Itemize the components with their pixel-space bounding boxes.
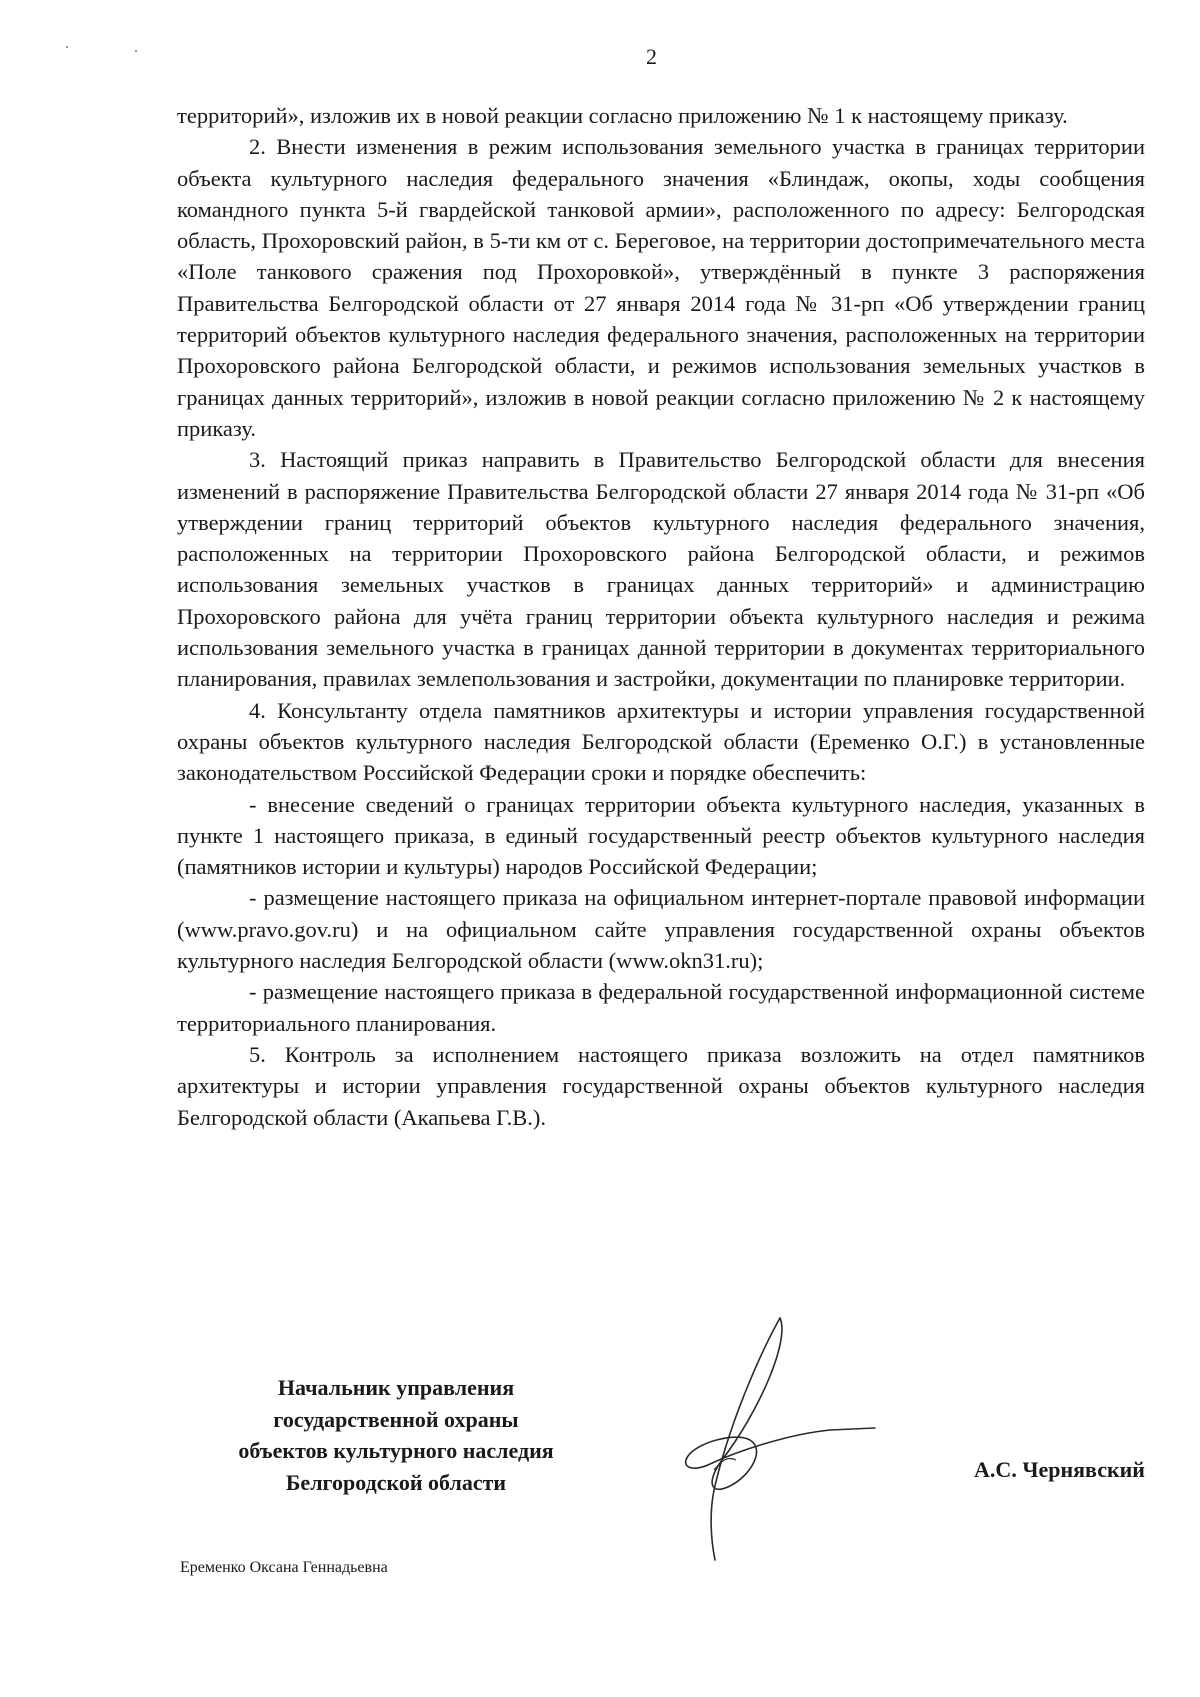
document-body — [177, 100, 1145, 1133]
paragraph-item-4-sub-3: - размещение настоящего приказа в федеральной государственной информационной системе территориального планирования. — [177, 979, 1145, 1036]
paragraph-item-4-sub-1: - внесение сведений о границах территории объекта культурного наследия, указанных в пункте 1 настоящего приказа, в единый государственный реестр объектов культурного наследия (памятников истории и культуры) народов Российской Федерации; — [177, 791, 1145, 880]
paragraph-continuation: территорий», изложив их в новой реакции согласно приложению № 1 к настоящему приказу. — [177, 103, 1068, 128]
signatory-title-line: объектов культурного наследия — [238, 1438, 554, 1463]
signatory-title-line: государственной охраны — [273, 1406, 519, 1432]
paragraph-item-4: 4. Консультанту отдела памятников архитектуры и истории управления государственной охраны объектов культурного наследия Белгородской области (Еременко О.Г.) в установленные законодательством Российской Федерации сроки и порядке обеспечить: — [177, 697, 1145, 786]
executor-name: Еременко Оксана Геннадьевна — [180, 1559, 388, 1576]
paragraph-item-4-sub-2: - размещение настоящего приказа на официальном интернет-портале правовой информации (www.pravo.gov.ru) и на официальном сайте управления государственной охраны объектов культурного наследия Белгородской области (www.okn31.ru); — [177, 885, 1145, 974]
signatory-title-line: Начальник управления — [277, 1375, 515, 1400]
paragraph-item-5: 5. Контроль за исполнением настоящего приказа возложить на отдел памятников архитектуры и истории управления государственной охраны объектов культурного наследия Белгородской области (Акапьева Г.В.). — [177, 1041, 1145, 1130]
paragraph-item-3: 3. Настоящий приказ направить в Правительство Белгородской области для внесения изменений в распоряжение Правительства Белгородской области 27 января 2014 года № 31-рп «Об утверждении границ территорий объектов культурного наследия федерального значения, расположенных на территории Прохоровского района Белгородской области, и режимов использования земельных участков в границах данных территорий» и администрацию Прохоровского района для учёта границ территории объекта культурного наследия и режима использования земельного участка в границах данной территории в документах территориального планирования, правилах землепользования и застройки, документации по планировке территории. — [177, 447, 1145, 692]
handwritten-signature — [670, 1310, 920, 1570]
signatory-name: А.С. Чернявский — [974, 1457, 1145, 1482]
signatory-title — [168, 1372, 624, 1498]
page-number: 2 — [646, 44, 657, 69]
paragraph-item-2: 2. Внести изменения в режим использования земельного участка в границах территории объекта культурного наследия федерального значения «Блиндаж, окопы, ходы сообщения командного пункта 5-й гвардейской танковой армии», расположенного по адресу: Белгородская область, Прохоровский район, в 5-ти км от с. Береговое, на территории достопримечательного места «Поле танкового сражения под Прохоровкой», утверждённый в пункте 3 распоряжения Правительства Белгородской области от 27 января 2014 года № 31-рп «Об утверждении границ территорий объектов культурного наследия федерального значения, расположенных на территории Прохоровского района Белгородской области, и режимов использования земельных участков в границах данных территорий», изложив в новой реакции согласно приложению № 2 к настоящему приказу. — [177, 134, 1145, 441]
signatory-title-line: Белгородской области — [285, 1469, 507, 1495]
